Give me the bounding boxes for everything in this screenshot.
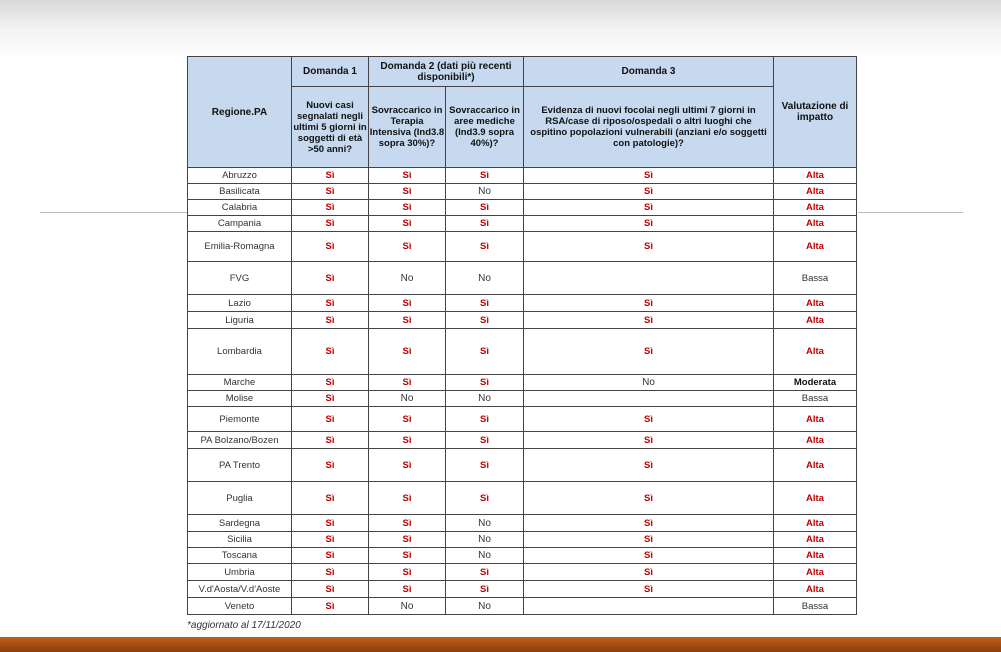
domanda-2b-cell: Sì xyxy=(446,200,524,216)
domanda-3-cell: Sì xyxy=(524,168,774,184)
bottom-accent-bar xyxy=(0,637,1001,652)
domanda-1-cell: Sì xyxy=(292,548,369,564)
domanda-1-cell: Sì xyxy=(292,216,369,232)
domanda-3-cell: Sì xyxy=(524,564,774,581)
domanda-1-cell: Sì xyxy=(292,564,369,581)
left-divider-line xyxy=(40,212,188,213)
domanda-1-cell: Sì xyxy=(292,449,369,482)
domanda-3-cell: Sì xyxy=(524,581,774,598)
region-cell: Sicilia xyxy=(188,532,292,548)
impact-cell: Alta xyxy=(774,312,857,329)
impact-cell: Alta xyxy=(774,515,857,532)
impact-cell: Alta xyxy=(774,232,857,262)
domanda-3-cell xyxy=(524,262,774,295)
domanda-3-cell: Sì xyxy=(524,515,774,532)
header-q1: Nuovi casi segnalati negli ultimi 5 giorni in soggetti di età >50 anni? xyxy=(292,87,369,168)
impact-cell: Bassa xyxy=(774,391,857,407)
region-cell: Toscana xyxy=(188,548,292,564)
impact-cell: Alta xyxy=(774,482,857,515)
domanda-2b-cell: Sì xyxy=(446,432,524,449)
domanda-3-cell: Sì xyxy=(524,449,774,482)
table-row xyxy=(188,532,857,548)
domanda-1-cell: Sì xyxy=(292,262,369,295)
table-row xyxy=(188,598,857,615)
impact-cell: Alta xyxy=(774,564,857,581)
table-row xyxy=(188,432,857,449)
domanda-2b-cell: Sì xyxy=(446,329,524,375)
domanda-2a-cell: No xyxy=(369,391,446,407)
domanda-2a-cell: Sì xyxy=(369,232,446,262)
impact-cell: Alta xyxy=(774,216,857,232)
domanda-2b-cell: Sì xyxy=(446,312,524,329)
region-cell: Puglia xyxy=(188,482,292,515)
domanda-3-cell: Sì xyxy=(524,482,774,515)
domanda-2a-cell: Sì xyxy=(369,200,446,216)
header-domanda-3: Domanda 3 xyxy=(524,57,774,87)
impact-cell: Alta xyxy=(774,407,857,432)
domanda-2b-cell: No xyxy=(446,184,524,200)
domanda-2b-cell: No xyxy=(446,391,524,407)
region-cell: Lazio xyxy=(188,295,292,312)
impact-cell: Alta xyxy=(774,449,857,482)
domanda-2a-cell: Sì xyxy=(369,482,446,515)
region-cell: V.d'Aosta/V.d'Aoste xyxy=(188,581,292,598)
domanda-1-cell: Sì xyxy=(292,515,369,532)
domanda-2a-cell: No xyxy=(369,262,446,295)
table-row xyxy=(188,168,857,184)
impact-cell: Alta xyxy=(774,200,857,216)
region-cell: Abruzzo xyxy=(188,168,292,184)
region-cell: Liguria xyxy=(188,312,292,329)
domanda-1-cell: Sì xyxy=(292,598,369,615)
table-row xyxy=(188,548,857,564)
domanda-3-cell: Sì xyxy=(524,532,774,548)
impact-cell: Alta xyxy=(774,168,857,184)
domanda-1-cell: Sì xyxy=(292,581,369,598)
domanda-2b-cell: Sì xyxy=(446,295,524,312)
region-cell: Emilia-Romagna xyxy=(188,232,292,262)
region-cell: Sardegna xyxy=(188,515,292,532)
domanda-3-cell: Sì xyxy=(524,216,774,232)
domanda-2a-cell: Sì xyxy=(369,216,446,232)
table-row xyxy=(188,482,857,515)
domanda-2a-cell: No xyxy=(369,598,446,615)
impact-cell: Alta xyxy=(774,184,857,200)
domanda-3-cell xyxy=(524,391,774,407)
region-cell: Umbria xyxy=(188,564,292,581)
domanda-1-cell: Sì xyxy=(292,532,369,548)
domanda-2a-cell: Sì xyxy=(369,312,446,329)
table-row xyxy=(188,391,857,407)
domanda-1-cell: Sì xyxy=(292,184,369,200)
table-row xyxy=(188,232,857,262)
impact-cell: Bassa xyxy=(774,598,857,615)
region-cell: Calabria xyxy=(188,200,292,216)
table-row xyxy=(188,375,857,391)
footnote: *aggiornato al 17/11/2020 xyxy=(187,620,301,631)
table-row xyxy=(188,262,857,295)
header-domanda-1: Domanda 1 xyxy=(292,57,369,87)
domanda-2b-cell: Sì xyxy=(446,216,524,232)
region-cell: Basilicata xyxy=(188,184,292,200)
domanda-1-cell: Sì xyxy=(292,482,369,515)
region-cell: Veneto xyxy=(188,598,292,615)
domanda-2b-cell: Sì xyxy=(446,564,524,581)
domanda-1-cell: Sì xyxy=(292,329,369,375)
domanda-2a-cell: Sì xyxy=(369,449,446,482)
domanda-3-cell: Sì xyxy=(524,312,774,329)
header-q2a: Sovraccarico in Terapia Intensiva (Ind3.8 sopra 30%)? xyxy=(369,87,446,168)
domanda-2a-cell: Sì xyxy=(369,329,446,375)
domanda-2a-cell: Sì xyxy=(369,548,446,564)
domanda-2b-cell: Sì xyxy=(446,168,524,184)
region-cell: Marche xyxy=(188,375,292,391)
table-row xyxy=(188,216,857,232)
domanda-1-cell: Sì xyxy=(292,168,369,184)
domanda-3-cell: Sì xyxy=(524,200,774,216)
domanda-3-cell: No xyxy=(524,375,774,391)
right-divider-line xyxy=(858,212,963,213)
impact-cell: Alta xyxy=(774,295,857,312)
domanda-3-cell: Sì xyxy=(524,232,774,262)
impact-cell: Moderata xyxy=(774,375,857,391)
impact-cell: Alta xyxy=(774,581,857,598)
region-cell: FVG xyxy=(188,262,292,295)
impact-cell: Alta xyxy=(774,532,857,548)
impact-cell: Bassa xyxy=(774,262,857,295)
domanda-2a-cell: Sì xyxy=(369,295,446,312)
header-q2b: Sovraccarico in aree mediche (Ind3.9 sopra 40%)? xyxy=(446,87,524,168)
region-cell: PA Trento xyxy=(188,449,292,482)
domanda-2b-cell: Sì xyxy=(446,375,524,391)
domanda-2a-cell: Sì xyxy=(369,532,446,548)
table-body xyxy=(188,168,857,615)
domanda-3-cell: Sì xyxy=(524,329,774,375)
table-row xyxy=(188,515,857,532)
domanda-2b-cell: Sì xyxy=(446,232,524,262)
table-row xyxy=(188,407,857,432)
domanda-2a-cell: Sì xyxy=(369,184,446,200)
table-row xyxy=(188,329,857,375)
domanda-2b-cell: No xyxy=(446,548,524,564)
domanda-2b-cell: Sì xyxy=(446,449,524,482)
domanda-3-cell: Sì xyxy=(524,432,774,449)
domanda-1-cell: Sì xyxy=(292,432,369,449)
region-cell: Lombardia xyxy=(188,329,292,375)
header-q3: Evidenza di nuovi focolai negli ultimi 7 giorni in RSA/case di riposo/ospedali o altri luoghi che ospitino popolazioni vulnerabili (anziani e/o soggetti con patologie)? xyxy=(524,87,774,168)
domanda-1-cell: Sì xyxy=(292,295,369,312)
domanda-1-cell: Sì xyxy=(292,375,369,391)
impact-assessment-table xyxy=(187,56,857,615)
impact-cell: Alta xyxy=(774,432,857,449)
table-row xyxy=(188,312,857,329)
domanda-2b-cell: No xyxy=(446,262,524,295)
domanda-2a-cell: Sì xyxy=(369,407,446,432)
domanda-2b-cell: No xyxy=(446,598,524,615)
table-row xyxy=(188,581,857,598)
domanda-2b-cell: No xyxy=(446,532,524,548)
region-cell: Piemonte xyxy=(188,407,292,432)
domanda-1-cell: Sì xyxy=(292,232,369,262)
domanda-2b-cell: Sì xyxy=(446,407,524,432)
domanda-2a-cell: Sì xyxy=(369,581,446,598)
domanda-1-cell: Sì xyxy=(292,200,369,216)
domanda-3-cell: Sì xyxy=(524,548,774,564)
impact-cell: Alta xyxy=(774,329,857,375)
table-row xyxy=(188,200,857,216)
domanda-2a-cell: Sì xyxy=(369,168,446,184)
region-cell: Campania xyxy=(188,216,292,232)
region-cell: PA Bolzano/Bozen xyxy=(188,432,292,449)
header-regione: Regione.PA xyxy=(188,57,292,168)
header-valutazione: Valutazione di impatto xyxy=(774,57,857,168)
table-row xyxy=(188,564,857,581)
impact-cell: Alta xyxy=(774,548,857,564)
domanda-1-cell: Sì xyxy=(292,407,369,432)
domanda-2a-cell: Sì xyxy=(369,375,446,391)
domanda-2a-cell: Sì xyxy=(369,564,446,581)
domanda-3-cell xyxy=(524,598,774,615)
region-cell: Molise xyxy=(188,391,292,407)
header-domanda-2: Domanda 2 (dati più recenti disponibili*) xyxy=(369,57,524,87)
domanda-2b-cell: Sì xyxy=(446,482,524,515)
domanda-3-cell: Sì xyxy=(524,295,774,312)
table-row xyxy=(188,449,857,482)
table-row xyxy=(188,184,857,200)
domanda-2b-cell: No xyxy=(446,515,524,532)
domanda-3-cell: Sì xyxy=(524,184,774,200)
domanda-1-cell: Sì xyxy=(292,312,369,329)
domanda-2a-cell: Sì xyxy=(369,432,446,449)
domanda-3-cell: Sì xyxy=(524,407,774,432)
domanda-1-cell: Sì xyxy=(292,391,369,407)
domanda-2b-cell: Sì xyxy=(446,581,524,598)
domanda-2a-cell: Sì xyxy=(369,515,446,532)
table-row xyxy=(188,295,857,312)
